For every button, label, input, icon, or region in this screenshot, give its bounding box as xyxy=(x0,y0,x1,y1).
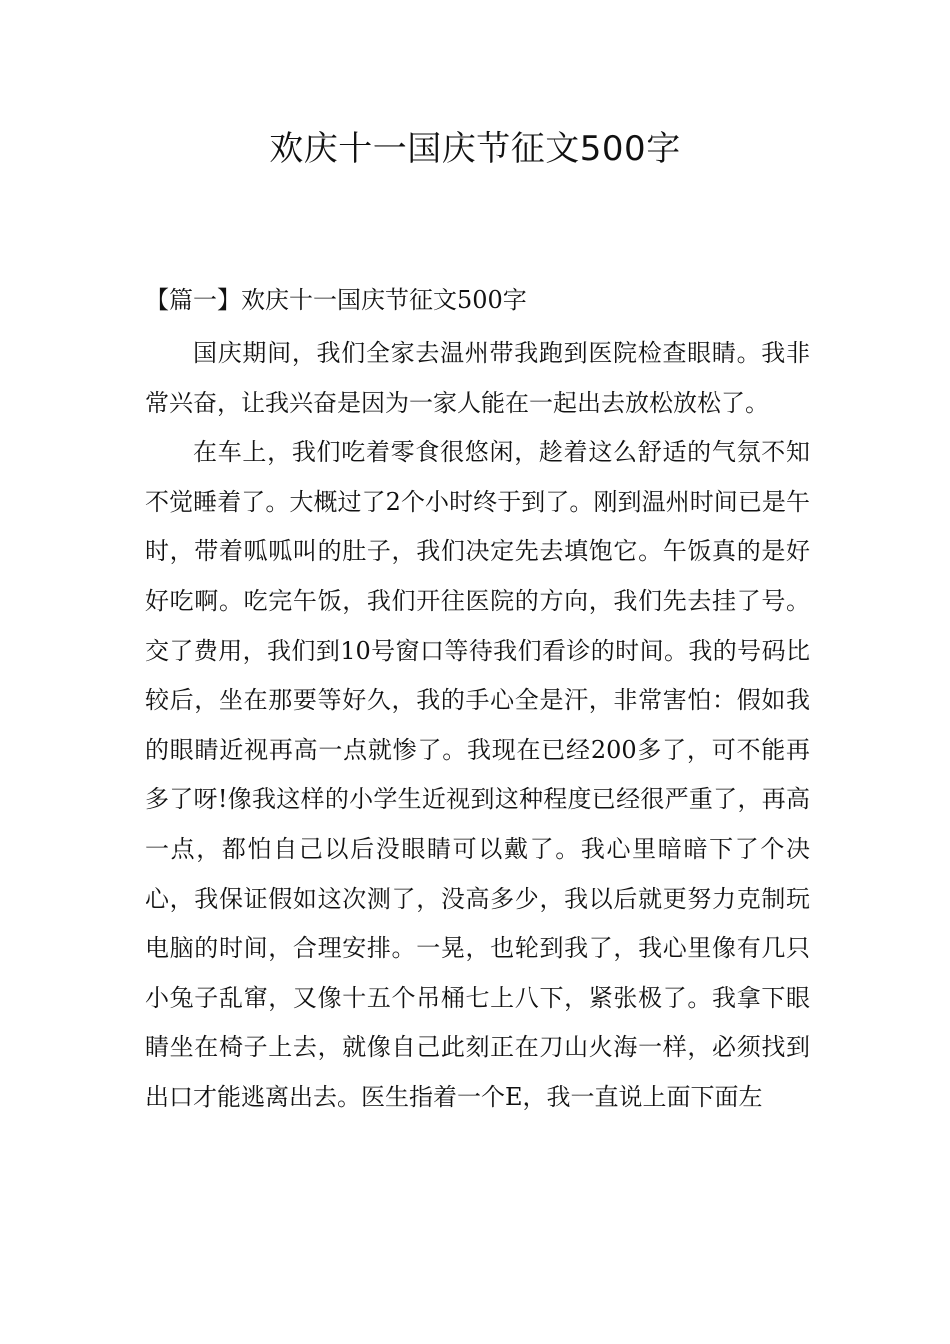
paragraph-2: 在车上，我们吃着零食很悠闲，趁着这么舒适的气氛不知不觉睡着了。大概过了2个小时终于到了。刚到温州时间已是午时，带着呱呱叫的肚子，我们决定先去填饱它。午饭真的是好好吃啊。吃完午饭，我们开往医院的方向，我们先去挂了号。交了费用，我们到10号窗口等待我们看诊的时间。我的号码比较后，坐在那要等好久，我的手心全是汗，非常害怕：假如我的眼睛近视再高一点就惨了。我现在已经200多了，可不能再多了呀!像我这样的小学生近视到这种程度已经很严重了，再高一点，都怕自己以后没眼睛可以戴了。我心里暗暗下了个决心，我保证假如这次测了，没高多少，我以后就更努力克制玩电脑的时间，合理安排。一晃，也轮到我了，我心里像有几只小兔子乱窜，又像十五个吊桶七上八下，紧张极了。我拿下眼睛坐在椅子上去，就像自己此刻正在刀山火海一样，必须找到出口才能逃离出去。医生指着一个E，我一直说上面下面左 xyxy=(145,438,810,1111)
document-body xyxy=(145,329,810,1123)
section-heading: 【篇一】欢庆十一国庆节征文500字 xyxy=(145,286,527,314)
document-title: 欢庆十一国庆节征文500字 xyxy=(269,129,681,169)
paragraph-1: 国庆期间，我们全家去温州带我跑到医院检查眼睛。我非常兴奋，让我兴奋是因为一家人能在一起出去放松放松了。 xyxy=(145,339,810,417)
